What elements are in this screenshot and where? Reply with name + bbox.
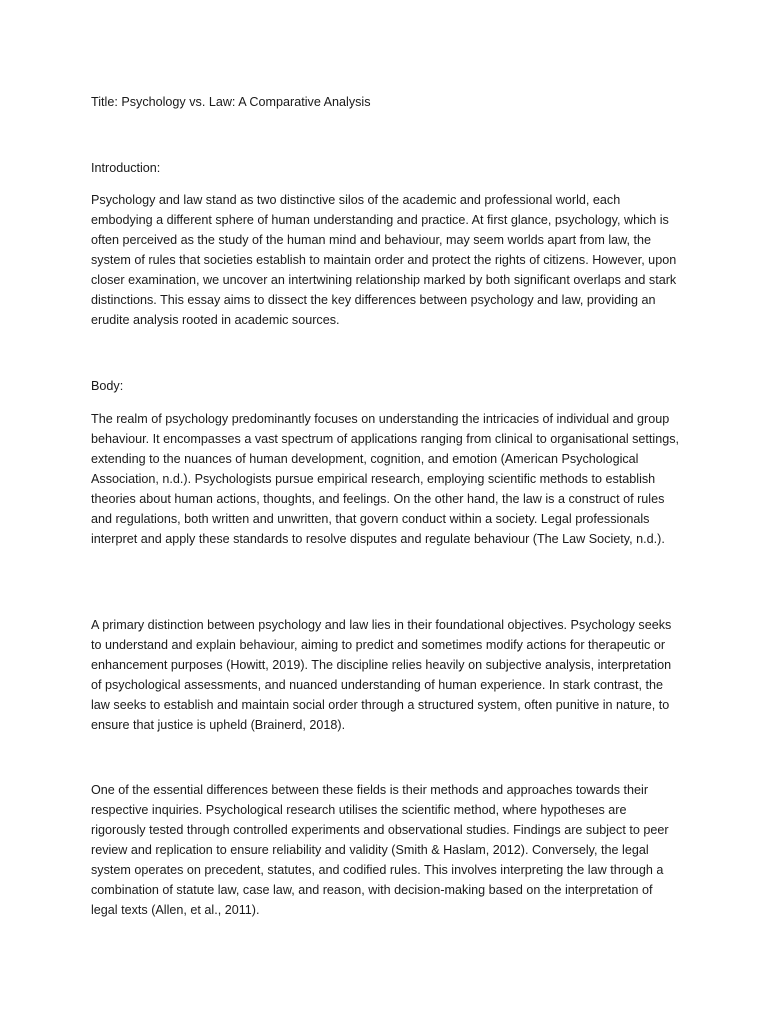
- introduction-paragraph: Psychology and law stand as two distinctive silos of the academic and professional world, each embodying a different sphere of human understanding and practice. At first glance, psychology, which is often perceived as the study of the human mind and behaviour, may seem worlds apart from law, the system of rules that societies establish to maintain order and protect the rights of citizens. However, upon closer examination, we uncover an intertwining relationship marked by both significant overlaps and stark distinctions. This essay aims to dissect the key differences between psychology and law, providing an erudite analysis rooted in academic sources.: [91, 193, 677, 327]
- body-heading: Body:: [91, 379, 124, 393]
- introduction-heading: Introduction:: [91, 161, 161, 175]
- body-paragraph: A primary distinction between psychology and law lies in their foundational objectives. Psychology seeks to understand and explain behaviour, aiming to predict and sometimes modify actions for therapeutic or enhancement purposes (Howitt, 2019). The discipline relies heavily on subjective analysis, interpretation of psychological assessments, and nuanced understanding of human experience. In stark contrast, the law seeks to establish and maintain social order through a structured system, often punitive in nature, to ensure that justice is upheld (Brainerd, 2018).: [91, 618, 672, 732]
- body-paragraph: The realm of psychology predominantly focuses on understanding the intricacies of individual and group behaviour. It encompasses a vast spectrum of applications ranging from clinical to organisational settings, extending to the nuances of human development, cognition, and emotion (American Psychological Association, n.d.). Psychologists pursue empirical research, employing scientific methods to establish theories about human actions, thoughts, and feelings. On the other hand, the law is a construct of rules and regulations, both written and unwritten, that govern conduct within a society. Legal professionals interpret and apply these standards to resolve disputes and regulate behaviour (The Law Society, n.d.).: [91, 412, 680, 546]
- document-title: Title: Psychology vs. Law: A Comparative Analysis: [91, 95, 371, 109]
- body-paragraph: One of the essential differences between these fields is their methods and approaches towards their respective inquiries. Psychological research utilises the scientific method, where hypotheses are rigorously tested through controlled experiments and observational studies. Findings are subject to peer review and replication to ensure reliability and validity (Smith & Haslam, 2012). Conversely, the legal system operates on precedent, statutes, and codified rules. This involves interpreting the law through a combination of statute law, case law, and reason, with decision-making based on the interpretation of legal texts (Allen, et al., 2011).: [91, 783, 669, 917]
